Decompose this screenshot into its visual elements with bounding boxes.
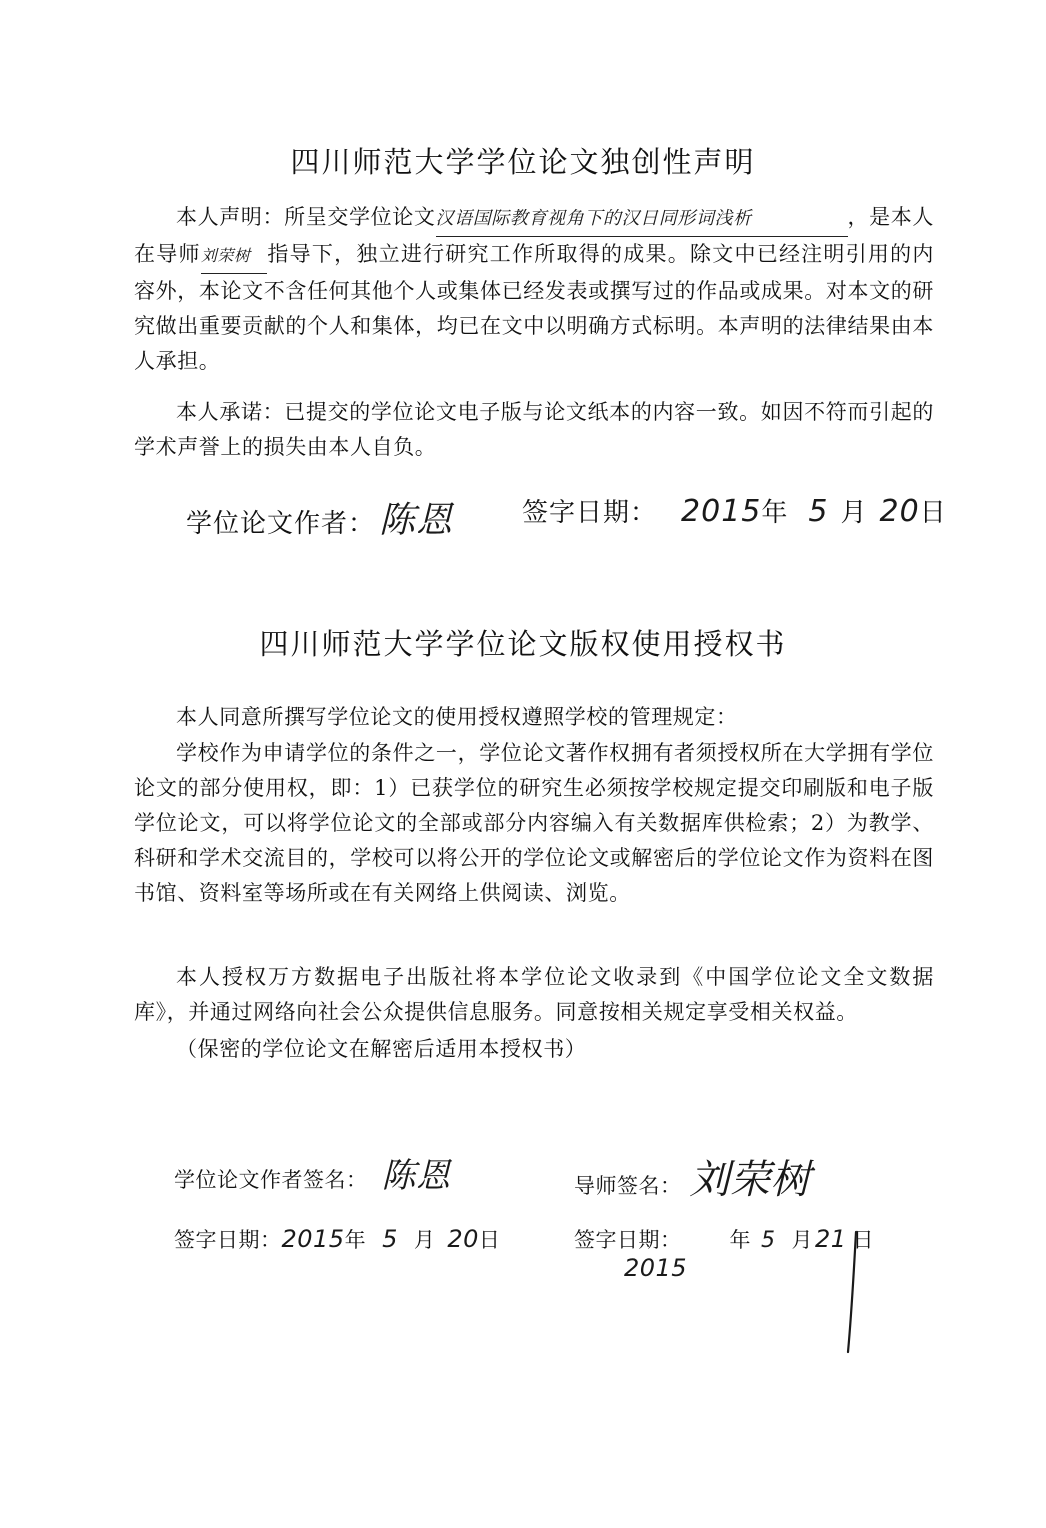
license-author-signature: 陈恩 (381, 1156, 451, 1196)
license-title: 四川师范大学学位论文版权使用授权书 (259, 627, 787, 661)
originality-date-line (522, 492, 947, 529)
license-author-date (174, 1224, 500, 1254)
license-advisor-date (574, 1224, 874, 1254)
month-char: 月 (840, 498, 868, 528)
author-year-char: 年 (344, 1228, 367, 1252)
date-label: 签字日期： (522, 498, 658, 528)
author-date-month: 5 (382, 1225, 398, 1253)
author-date-day: 20 (447, 1225, 479, 1253)
year-char: 年 (761, 498, 789, 528)
license-advisor-sign (574, 1148, 811, 1205)
advisor-date-year: 2015 (624, 1254, 688, 1282)
license-author-sign (174, 1148, 451, 1197)
advisor-sign-label: 导师签名： (574, 1174, 682, 1198)
author-day-char: 日 (478, 1228, 501, 1252)
day-char: 日 (919, 498, 947, 528)
handwritten-pen-stroke (836, 1228, 866, 1358)
declaration-after-title: ，是本人在导师 (134, 205, 934, 266)
author-signature-line (186, 492, 453, 543)
thesis-title-handwritten: 汉语国际教育视角下的汉日同形词浅析 (436, 201, 848, 237)
author-sign-label: 学位论文作者签名： (174, 1168, 368, 1192)
advisor-month-char: 月 (791, 1228, 813, 1252)
author-date-year: 2015 (281, 1225, 345, 1253)
license-para-3: 本人授权万方数据电子出版社将本学位论文收录到《中国学位论文全文数据库》，并通过网络向社会公众提供信息服务。同意按相关规定享受相关权益。 (134, 965, 934, 1024)
author-label: 学位论文作者： (186, 509, 376, 539)
author-signature: 陈恩 (379, 500, 454, 541)
advisor-name-handwritten: 刘荣树 (201, 238, 267, 274)
advisor-year-char: 年 (729, 1228, 751, 1252)
advisor-signature: 刘荣树 (689, 1157, 811, 1203)
license-para-4: （保密的学位论文在解密后适用本授权书） (176, 1037, 587, 1061)
declaration-rest: 指导下，独立进行研究工作所取得的成果。除文中已经注明引用的内容外，本论文不含任何其他个人或集体已经发表或撰写过的作品或成果。对本文的研究做出重要贡献的个人和集体，均已在文中以明确方式标明。本声明的法律结果由本人承担。 (134, 242, 934, 373)
author-month-char: 月 (413, 1228, 436, 1252)
date-year: 2015 (681, 494, 762, 529)
date-month: 5 (808, 494, 829, 529)
advisor-date-label: 签字日期： (574, 1228, 682, 1252)
license-para-2: 学校作为申请学位的条件之一，学位论文著作权拥有者须授权所在大学拥有学位论文的部分使用权，即：1）已获学位的研究生必须按学校规定提交印刷版和电子版学位论文，可以将学位论文的全部或部分内容编入有关数据库供检索；2）为教学、科研和学术交流目的，学校可以将公开的学位论文或解密后的学位论文作为资料在图书馆、资料室等场所或在有关网络上供阅读、浏览。 (134, 741, 934, 905)
advisor-date-day: 21 (815, 1225, 847, 1253)
declaration-label: 本人声明：所呈交学位论文 (176, 205, 436, 229)
advisor-date-month: 5 (761, 1228, 776, 1253)
originality-promise: 本人承诺：已提交的学位论文电子版与论文纸本的内容一致。如因不符而引起的学术声誉上的损失由本人自负。 (134, 400, 934, 459)
advisor-day-char: 日 (852, 1228, 875, 1252)
date-day: 20 (879, 494, 920, 529)
originality-title: 四川师范大学学位论文独创性声明 (290, 145, 756, 179)
license-para-1: 本人同意所撰写学位论文的使用授权遵照学校的管理规定： (176, 705, 738, 729)
originality-declaration (134, 200, 934, 379)
author-date-label: 签字日期： (174, 1228, 282, 1252)
